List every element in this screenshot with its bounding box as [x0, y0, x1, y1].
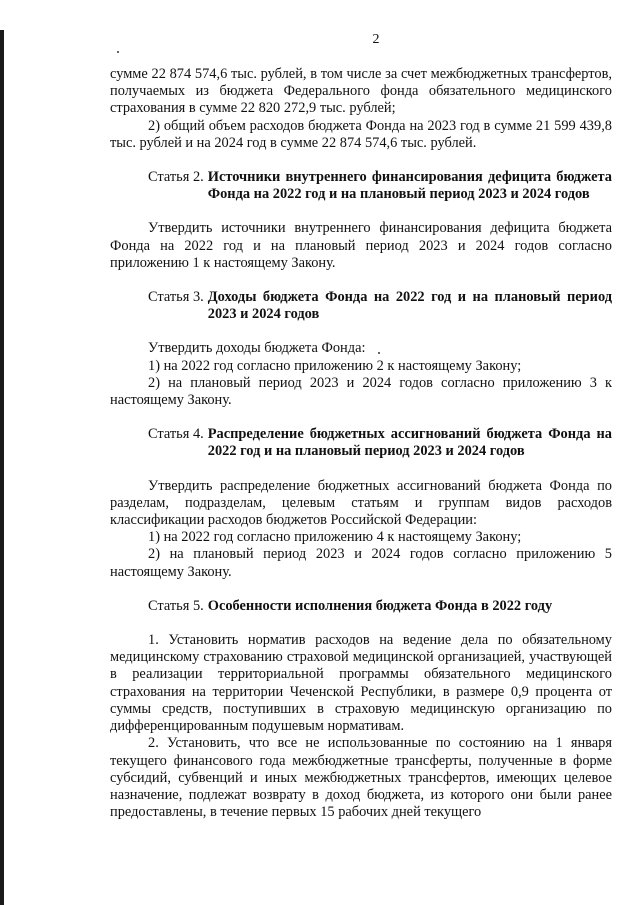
article-3-title: Доходы бюджета Фонда на 2022 год и на плановый период 2023 и 2024 годов [207, 289, 612, 323]
paragraph-continuation: сумме 22 874 574,6 тыс. рублей, в том числе за счет межбюджетных трансфертов, получаемых из бюджета Федерального фонда обязательного медицинского страхования в сумме 22 820 272,9 тыс. рублей; [110, 66, 612, 117]
article-4-item-1: 1) на 2022 год согласно приложению 4 к настоящему Закону; [148, 529, 522, 546]
article-5-title: Особенности исполнения бюджета Фонда в 2022 году [207, 597, 553, 614]
page-number: 2 [372, 32, 380, 47]
paragraph-total-expenses: 2) общий объем расходов бюджета Фонда на 2023 год в сумме 21 599 439,8 тыс. рублей и на 2024 год в сумме 22 874 574,6 тыс. рублей. [110, 117, 612, 151]
article-4-item-2: 2) на плановый период 2023 и 2024 годов согласно приложению 5 настоящему Закону. [110, 546, 612, 580]
article-4-intro: Утвердить распределение бюджетных ассигнований бюджета Фонда по разделам, подразделам, целевым статьям и группам видов расходов классификации расходов бюджетов Российской Федерации: [110, 477, 612, 529]
article-5-heading [148, 598, 612, 615]
article-2-text: Утвердить источники внутреннего финансирования дефицита бюджета Фонда на 2022 год и на плановый период 2023 и 2024 годов согласно приложению 1 к настоящему Закону. [110, 220, 612, 271]
article-4-number: Статья 4. [148, 426, 204, 443]
article-3-number: Статья 3. [148, 289, 204, 306]
article-3-intro: Утвердить доходы бюджета Фонда: [148, 340, 366, 357]
article-5-clause-1: 1. Установить норматив расходов на ведение дела по обязательному медицинскому страхованию страховой медицинской организацией, участвующей в реализации территориальной программы обязательного медицинского страхования на территории Чеченской Республики, в размере 0,9 процента от суммы средств, поступивших в страховую медицинскую организацию по дифференцированным подушевым нормативам. [110, 632, 612, 735]
article-4-title: Распределение бюджетных ассигнований бюджета Фонда на 2022 год и на плановый период 2023 и 2024 годов [207, 426, 612, 460]
document-body [110, 66, 612, 821]
article-2-heading [148, 169, 612, 203]
article-2-title: Источники внутреннего финансирования дефицита бюджета Фонда на 2022 год и на плановый период 2023 и 2024 годов [207, 169, 612, 203]
article-5-number: Статья 5. [148, 597, 204, 614]
article-3-item-1: 1) на 2022 год согласно приложению 2 к настоящему Закону; [148, 357, 522, 374]
article-3-item-2: 2) на плановый период 2023 и 2024 годов согласно приложению 3 к настоящему Закону. [110, 374, 612, 409]
scan-edge-bar [0, 30, 4, 905]
article-2-number: Статья 2. [148, 169, 204, 186]
scan-speck [117, 51, 119, 53]
article-3-heading [148, 289, 612, 323]
article-5-clause-2: 2. Установить, что все не использованные по состоянию на 1 января текущего финансового года межбюджетные трансферты, полученные в форме субсидий, субвенций и иных межбюджетных трансфертов, имеющих целевое назначение, подлежат возврату в доход бюджета, из которого они были ранее предоставлены, в течение первых 15 рабочих дней текущего [110, 735, 612, 821]
article-4-heading [148, 426, 612, 460]
